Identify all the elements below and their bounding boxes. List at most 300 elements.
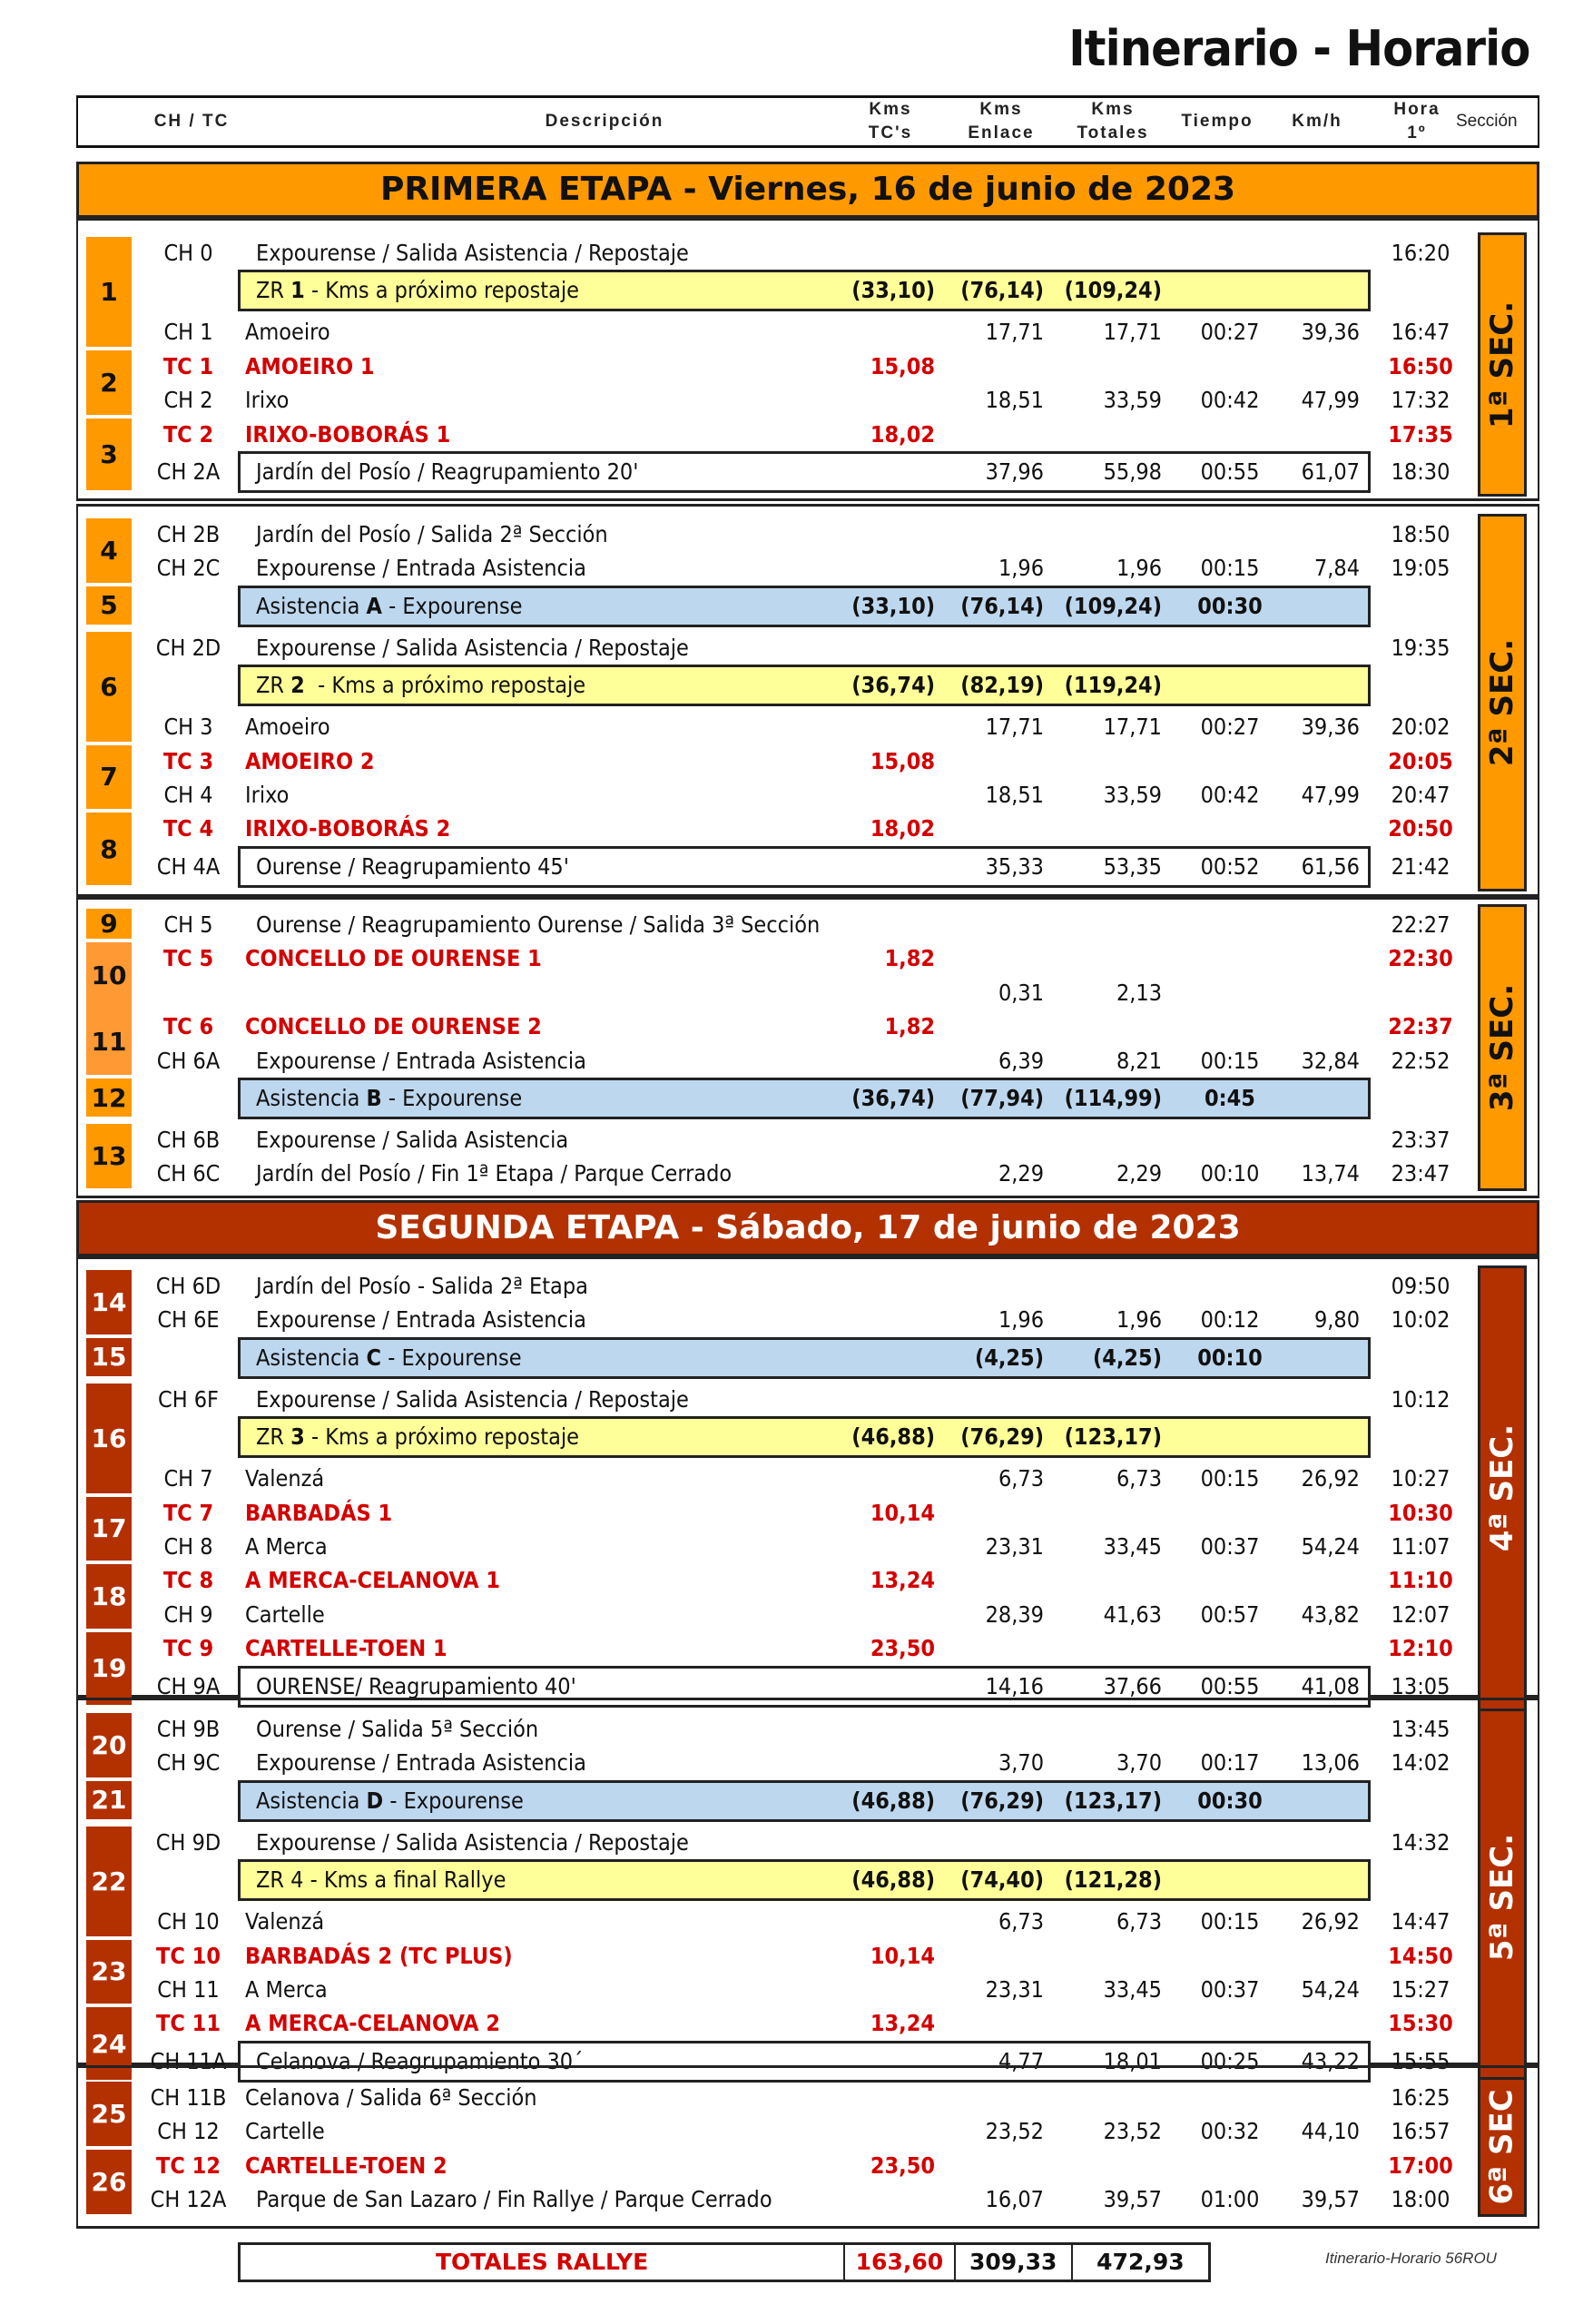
box-description xyxy=(256,1078,522,1119)
control-description: Expourense / Entrada Asistencia xyxy=(256,1047,586,1074)
control-code: TC 10 xyxy=(156,1942,221,1969)
stage-number: 17 xyxy=(91,1513,127,1544)
kms-totales: 1,96 xyxy=(1116,1306,1162,1334)
kms-totales: 17,71 xyxy=(1103,714,1162,741)
kms-enlace: 14,16 xyxy=(985,1672,1044,1699)
box-description xyxy=(256,1859,506,1901)
kms-tc: (33,10) xyxy=(851,592,935,619)
control-description: Expourense / Salida Asistencia / Repostaje xyxy=(256,240,689,266)
time-control-row xyxy=(0,1462,1593,1495)
control-description: CONCELLO DE OURENSE 1 xyxy=(245,945,542,972)
section-label: 2ª SEC. xyxy=(1484,638,1520,767)
header-ch-tc: CH / TC xyxy=(153,112,230,131)
kms-totales: (123,17) xyxy=(1064,1787,1162,1814)
kmh: 44,10 xyxy=(1301,2118,1360,2145)
control-code: TC 2 xyxy=(162,420,214,448)
tiempo: 00:12 xyxy=(1200,1306,1260,1334)
control-code: TC 9 xyxy=(162,1635,214,1662)
tiempo: 00:27 xyxy=(1200,319,1260,346)
hora: 22:52 xyxy=(1391,1047,1450,1074)
stage-number: 5 xyxy=(100,590,118,621)
hora: 21:42 xyxy=(1391,852,1450,880)
control-code: CH 6C xyxy=(156,1160,221,1187)
kms-enlace: 23,31 xyxy=(985,1533,1044,1560)
control-description: IRIXO-BOBORÁS 1 xyxy=(245,420,451,448)
header-kms-tc: Kms TC's xyxy=(868,100,913,143)
box-description-text: Asistencia xyxy=(256,1787,367,1814)
tiempo: 00:15 xyxy=(1200,1047,1260,1074)
stage-number: 26 xyxy=(91,2166,127,2197)
special-stage-row xyxy=(0,2006,1593,2040)
control-description: A MERCA-CELANOVA 2 xyxy=(245,2010,501,2037)
kms-enlace: 23,31 xyxy=(985,1976,1044,2003)
hora: 14:50 xyxy=(1388,1942,1453,1969)
kms-tc: (46,88) xyxy=(851,1787,935,1814)
kms-enlace: 37,96 xyxy=(985,458,1044,485)
kmh: 13,06 xyxy=(1301,1749,1360,1777)
box-description xyxy=(256,1337,522,1379)
stage-number: 9 xyxy=(100,909,118,940)
control-code: CH 5 xyxy=(163,911,213,938)
kms-enlace: 3,70 xyxy=(998,1749,1044,1777)
kms-totales: 39,57 xyxy=(1103,2186,1162,2213)
hora: 20:50 xyxy=(1388,815,1453,842)
section-label: 1ª SEC. xyxy=(1484,300,1520,428)
stage-number: 2 xyxy=(100,367,118,398)
section-label: 6ª SEC xyxy=(1484,2089,1520,2205)
box-description xyxy=(256,1780,524,1822)
box-description-text: - Expourense xyxy=(381,1085,523,1111)
kmh: 26,92 xyxy=(1301,1465,1360,1492)
kms-totales: 17,71 xyxy=(1103,319,1162,346)
special-stage-row xyxy=(0,941,1593,975)
hora: 16:25 xyxy=(1391,2084,1450,2111)
control-code: CH 6E xyxy=(157,1306,220,1334)
time-control-row xyxy=(0,1826,1593,1859)
control-code: TC 11 xyxy=(156,2010,221,2037)
hora: 15:55 xyxy=(1391,2047,1450,2074)
tiempo: 00:37 xyxy=(1200,1976,1260,2003)
kms-tc: 18,02 xyxy=(870,815,935,842)
kmh: 26,92 xyxy=(1301,1908,1360,1935)
control-description: Jardín del Posío / Reagrupamiento 20' xyxy=(256,458,639,485)
kms-enlace: 0,31 xyxy=(998,979,1044,1006)
control-description: BARBADÁS 1 xyxy=(245,1499,393,1526)
tiempo: 00:42 xyxy=(1200,782,1260,808)
refuel-zone-row xyxy=(0,270,1593,311)
section-label: 5ª SEC. xyxy=(1484,1833,1520,1962)
control-code: CH 9 xyxy=(163,1600,213,1628)
control-description: Valenzá xyxy=(245,1908,325,1935)
control-description: Ourense / Reagrupamiento Ourense / Salida 3ª Sección xyxy=(256,911,821,938)
stage-number: 4 xyxy=(100,535,118,566)
hora: 16:57 xyxy=(1391,2118,1450,2145)
control-code: CH 9C xyxy=(156,1749,221,1777)
kms-enlace: (77,94) xyxy=(960,1085,1044,1111)
kms-totales: 6,73 xyxy=(1116,1908,1162,1935)
hora: 22:27 xyxy=(1391,911,1450,938)
kmh: 9,80 xyxy=(1313,1306,1360,1334)
stage-number: 14 xyxy=(91,1286,127,1317)
control-description: AMOEIRO 2 xyxy=(245,747,375,774)
stage-number: 25 xyxy=(91,2098,127,2129)
hora: 20:47 xyxy=(1391,782,1450,808)
time-control-row xyxy=(0,1269,1593,1303)
kms-enlace: (76,29) xyxy=(960,1423,1044,1451)
hora: 18:30 xyxy=(1391,458,1450,485)
time-control-row xyxy=(0,1123,1593,1157)
kms-enlace: (76,14) xyxy=(960,592,1044,619)
kms-tc: (36,74) xyxy=(851,1085,935,1111)
control-code: CH 4 xyxy=(163,782,213,808)
kms-enlace: 6,73 xyxy=(998,1908,1044,1935)
kms-tc: 13,24 xyxy=(870,2010,935,2037)
time-control-row xyxy=(0,517,1593,551)
tiempo: 01:00 xyxy=(1200,2186,1260,2213)
tiempo: 00:25 xyxy=(1200,2047,1260,2074)
hora: 22:37 xyxy=(1388,1013,1453,1040)
header-hora: Hora 1º xyxy=(1393,100,1441,143)
refuel-zone-row xyxy=(0,665,1593,706)
time-control-row xyxy=(0,2081,1593,2114)
kms-totales: 33,45 xyxy=(1103,1533,1162,1560)
hora: 23:47 xyxy=(1391,1160,1450,1187)
box-description-text: Asistencia xyxy=(256,1344,367,1371)
hora: 16:20 xyxy=(1391,240,1450,266)
kms-totales: 33,45 xyxy=(1103,1976,1162,2003)
stage-number: 11 xyxy=(91,1027,127,1058)
totals-kms-tc: 163,60 xyxy=(845,2245,955,2280)
tiempo: 00:30 xyxy=(1197,592,1263,619)
kms-totales: 8,21 xyxy=(1116,1047,1162,1074)
kms-totales: 2,29 xyxy=(1116,1160,1162,1187)
control-description: Amoeiro xyxy=(245,319,330,346)
box-description-text: Asistencia xyxy=(256,592,367,619)
hora: 17:35 xyxy=(1388,420,1453,448)
tiempo: 00:37 xyxy=(1200,1533,1260,1560)
control-description: BARBADÁS 2 (TC PLUS) xyxy=(245,1942,513,1969)
box-description-id: B xyxy=(366,1085,382,1111)
control-code: CH 9B xyxy=(156,1716,221,1742)
kms-totales: (114,99) xyxy=(1064,1085,1162,1111)
box-description-id: 3 xyxy=(290,1423,305,1451)
kms-enlace: 28,39 xyxy=(985,1600,1044,1628)
kms-totales: 18,01 xyxy=(1103,2047,1162,2074)
refuel-zone-row xyxy=(0,1416,1593,1458)
time-control-row xyxy=(0,1598,1593,1631)
box-description-id: A xyxy=(366,592,382,619)
control-code: CH 11A xyxy=(150,2047,227,2074)
control-description: Parque de San Lazaro / Fin Rallye / Parque Cerrado xyxy=(256,2186,772,2213)
kms-enlace: 6,73 xyxy=(998,1465,1044,1492)
control-code: CH 6F xyxy=(157,1385,220,1413)
tiempo: 0:45 xyxy=(1205,1085,1255,1111)
kms-totales: 37,66 xyxy=(1103,1672,1162,1699)
stage-number: 1 xyxy=(100,276,118,307)
special-stage-row xyxy=(0,1631,1593,1665)
control-code: TC 1 xyxy=(162,352,214,379)
kmh: 43,82 xyxy=(1301,1600,1360,1628)
kmh: 13,74 xyxy=(1301,1160,1360,1187)
kmh: 61,56 xyxy=(1301,852,1360,880)
kms-totales: 23,52 xyxy=(1103,2118,1162,2145)
kms-tc: (36,74) xyxy=(851,672,935,699)
control-code: CH 4A xyxy=(156,852,221,880)
kms-tc: 1,82 xyxy=(884,1013,935,1040)
control-code: CH 9D xyxy=(155,1828,221,1856)
special-stage-row xyxy=(0,2149,1593,2182)
kms-enlace: 1,96 xyxy=(998,1306,1044,1334)
box-description-id: 2 xyxy=(290,672,305,699)
control-code: CH 6A xyxy=(156,1047,221,1074)
kms-enlace: (76,14) xyxy=(960,277,1044,304)
hora: 20:05 xyxy=(1388,747,1453,774)
tiempo: 00:55 xyxy=(1200,1672,1260,1699)
control-code: TC 7 xyxy=(162,1499,214,1526)
kms-totales: 53,35 xyxy=(1103,852,1162,880)
kms-totales: (119,24) xyxy=(1064,672,1162,699)
control-code: CH 2D xyxy=(155,634,221,661)
hora: 12:10 xyxy=(1388,1635,1453,1662)
box-description-text: - Kms a próximo repostaje xyxy=(304,672,586,699)
tiempo: 00:57 xyxy=(1200,1600,1260,1628)
control-code: TC 8 xyxy=(162,1567,214,1594)
tiempo: 00:10 xyxy=(1197,1344,1263,1371)
kms-enlace: (82,19) xyxy=(960,672,1044,699)
hora: 13:05 xyxy=(1391,1672,1450,1699)
section-label: 3ª SEC. xyxy=(1484,983,1520,1112)
control-description: A Merca xyxy=(245,1976,328,2003)
box-description xyxy=(256,1416,579,1458)
tiempo: 00:15 xyxy=(1200,1908,1260,1935)
special-stage-row xyxy=(0,418,1593,451)
stage-number: 12 xyxy=(91,1082,127,1113)
control-code: CH 2B xyxy=(156,521,221,547)
stage-number: 3 xyxy=(100,438,118,469)
kmh: 7,84 xyxy=(1313,555,1360,582)
hora: 09:50 xyxy=(1391,1273,1450,1299)
box-description-text: - Expourense xyxy=(383,1787,524,1814)
header-kmh: Km/h xyxy=(1292,112,1342,131)
stage-number: 23 xyxy=(91,1956,127,1987)
header-tiempo: Tiempo xyxy=(1181,112,1254,131)
hora: 14:32 xyxy=(1391,1828,1450,1856)
time-control-row xyxy=(0,236,1593,270)
page-title: Itinerario - Horario xyxy=(1067,20,1529,77)
hora: 14:47 xyxy=(1391,1908,1450,1935)
control-code: TC 4 xyxy=(162,815,214,842)
hora: 10:02 xyxy=(1391,1306,1450,1334)
kms-tc: 23,50 xyxy=(870,1635,935,1662)
time-control-row xyxy=(0,1303,1593,1336)
tiempo: 00:17 xyxy=(1200,1749,1260,1777)
hora: 12:07 xyxy=(1391,1600,1450,1628)
box-description-text: - Kms a próximo repostaje xyxy=(304,277,579,304)
control-code: CH 10 xyxy=(157,1908,220,1935)
control-description: Cartelle xyxy=(245,1600,325,1628)
kms-totales: (123,17) xyxy=(1064,1423,1162,1451)
hora: 14:02 xyxy=(1391,1749,1450,1777)
control-description: CONCELLO DE OURENSE 2 xyxy=(245,1013,542,1040)
control-description: OURENSE/ Reagrupamiento 40' xyxy=(256,1672,576,1699)
control-code: CH 12A xyxy=(150,2186,227,2213)
time-control-row xyxy=(0,1157,1593,1190)
box-description-text: - Kms a próximo repostaje xyxy=(304,1423,579,1451)
kms-enlace: (4,25) xyxy=(974,1344,1044,1371)
control-code: CH 12 xyxy=(157,2118,220,2145)
control-description: Jardín del Posío - Salida 2ª Etapa xyxy=(256,1273,588,1299)
special-stage-row xyxy=(0,1496,1593,1530)
box-description-text: - Expourense xyxy=(381,592,523,619)
control-description: Jardín del Posío / Fin 1ª Etapa / Parque Cerrado xyxy=(256,1160,733,1187)
header-seccion: Sección xyxy=(1456,112,1518,131)
totals-kms-enlace: 309,33 xyxy=(956,2245,1073,2280)
control-description: Expourense / Salida Asistencia / Repostaje xyxy=(256,634,689,661)
control-description: AMOEIRO 1 xyxy=(245,352,375,379)
control-code: CH 8 xyxy=(163,1533,213,1560)
stage-number: 15 xyxy=(91,1342,127,1373)
time-control-row xyxy=(0,908,1593,941)
time-control-row xyxy=(0,551,1593,585)
special-stage-row xyxy=(0,1939,1593,1973)
hora: 20:02 xyxy=(1391,714,1450,741)
totals-kms-totales: 472,93 xyxy=(1096,2249,1185,2275)
hora: 10:30 xyxy=(1388,1499,1453,1526)
time-control-row xyxy=(0,778,1593,812)
control-code: CH 2A xyxy=(156,458,221,485)
special-stage-row xyxy=(0,1563,1593,1597)
column-header xyxy=(76,95,1539,148)
kms-totales: 6,73 xyxy=(1116,1465,1162,1492)
kms-enlace: 18,51 xyxy=(985,387,1044,414)
control-code: TC 12 xyxy=(156,2152,221,2179)
kms-tc: 18,02 xyxy=(870,420,935,448)
stage-number: 18 xyxy=(91,1581,127,1612)
stage-number: 24 xyxy=(91,2028,127,2059)
control-code: CH 2 xyxy=(163,387,213,414)
kms-enlace: 6,39 xyxy=(998,1047,1044,1074)
kms-tc: 1,82 xyxy=(884,945,935,972)
hora: 18:50 xyxy=(1391,521,1450,547)
control-code: TC 6 xyxy=(162,1013,214,1040)
box-description-text: ZR xyxy=(256,277,291,304)
kms-totales: 3,70 xyxy=(1116,1749,1162,1777)
time-control-row xyxy=(0,315,1593,349)
kmh: 32,84 xyxy=(1301,1047,1360,1074)
hora: 22:30 xyxy=(1388,945,1453,972)
header-kms-totales: Kms Totales xyxy=(1077,100,1149,143)
kmh: 39,57 xyxy=(1301,2186,1360,2213)
box-description xyxy=(256,586,523,627)
hora: 17:32 xyxy=(1391,387,1450,414)
etapa-banner-2: SEGUNDA ETAPA - Sábado, 17 de junio de 2023 xyxy=(76,1200,1539,1256)
hora: 10:27 xyxy=(1391,1465,1450,1492)
hora: 16:47 xyxy=(1391,319,1450,346)
control-description: Jardín del Posío / Salida 2ª Sección xyxy=(256,521,608,547)
control-code: CH 3 xyxy=(163,714,213,741)
kms-totales: (121,28) xyxy=(1064,1866,1162,1894)
stage-number: 20 xyxy=(91,1729,127,1760)
kmh: 47,99 xyxy=(1301,387,1360,414)
control-description: Ourense / Salida 5ª Sección xyxy=(256,1716,539,1742)
kms-totales: (109,24) xyxy=(1064,592,1162,619)
kms-totales: 33,59 xyxy=(1103,782,1162,808)
refuel-zone-row xyxy=(0,1859,1593,1901)
box-description-id: C xyxy=(366,1344,382,1371)
tiempo: 00:30 xyxy=(1197,1787,1263,1814)
kms-enlace: (74,40) xyxy=(960,1866,1044,1894)
special-stage-row xyxy=(0,350,1593,383)
kms-enlace: (76,29) xyxy=(960,1787,1044,1814)
hora: 16:50 xyxy=(1388,352,1453,379)
service-row xyxy=(0,586,1593,627)
box-description-text: ZR xyxy=(256,672,291,699)
control-code: CH 2C xyxy=(156,555,221,582)
control-description: Expourense / Entrada Asistencia xyxy=(256,1749,586,1777)
kmh: 61,07 xyxy=(1301,458,1360,485)
control-description: Irixo xyxy=(245,387,290,414)
control-description: Valenzá xyxy=(245,1465,325,1492)
control-code: CH 0 xyxy=(163,240,213,266)
control-description: Ourense / Reagrupamiento 45' xyxy=(256,852,569,880)
stage-number: 6 xyxy=(100,671,118,702)
control-description: CARTELLE-TOEN 2 xyxy=(245,2152,447,2179)
kms-tc: 13,24 xyxy=(870,1567,935,1594)
kmh: 39,36 xyxy=(1301,319,1360,346)
kms-enlace: 17,71 xyxy=(985,319,1044,346)
box-description xyxy=(256,665,585,706)
control-code: TC 5 xyxy=(162,945,214,972)
control-description: Expourense / Salida Asistencia / Repostaje xyxy=(256,1385,689,1413)
tiempo: 00:15 xyxy=(1200,1465,1260,1492)
kms-tc: (46,88) xyxy=(851,1423,935,1451)
kms-tc: 15,08 xyxy=(870,747,935,774)
stage-number: 21 xyxy=(91,1785,127,1816)
control-code: CH 11B xyxy=(150,2084,227,2111)
kms-tc: (46,88) xyxy=(851,1866,935,1894)
kms-enlace: 23,52 xyxy=(985,2118,1044,2145)
control-description: Amoeiro xyxy=(245,714,330,741)
stage-number: 19 xyxy=(91,1653,127,1684)
time-control-row xyxy=(0,1712,1593,1746)
kms-enlace: 18,51 xyxy=(985,782,1044,808)
time-control-row xyxy=(0,1973,1593,2006)
section-label: 4ª SEC. xyxy=(1484,1424,1520,1552)
kms-totales: 41,63 xyxy=(1103,1600,1162,1628)
box-description-id: D xyxy=(366,1787,384,1814)
tiempo: 00:27 xyxy=(1200,714,1260,741)
kms-tc: 23,50 xyxy=(870,2152,935,2179)
control-description: A Merca xyxy=(245,1533,328,1560)
kmh: 43,22 xyxy=(1301,2047,1360,2074)
service-row xyxy=(0,1078,1593,1119)
kms-totales: 33,59 xyxy=(1103,387,1162,414)
hora: 13:45 xyxy=(1391,1716,1450,1742)
control-description: IRIXO-BOBORÁS 2 xyxy=(245,815,451,842)
special-stage-row xyxy=(0,1009,1593,1043)
footer-reference: Itinerario-Horario 56ROU xyxy=(1325,2250,1497,2267)
time-control-row xyxy=(0,846,1593,888)
time-control-row xyxy=(0,451,1593,493)
stage-number: 13 xyxy=(91,1140,127,1171)
kms-totales: 2,13 xyxy=(1116,979,1162,1006)
box-description-id: 1 xyxy=(290,277,305,304)
kms-totales: 1,96 xyxy=(1116,555,1162,582)
hora: 11:07 xyxy=(1391,1533,1450,1560)
tiempo: 00:10 xyxy=(1200,1160,1260,1187)
hora: 15:30 xyxy=(1388,2010,1453,2037)
kmh: 39,36 xyxy=(1301,714,1360,741)
